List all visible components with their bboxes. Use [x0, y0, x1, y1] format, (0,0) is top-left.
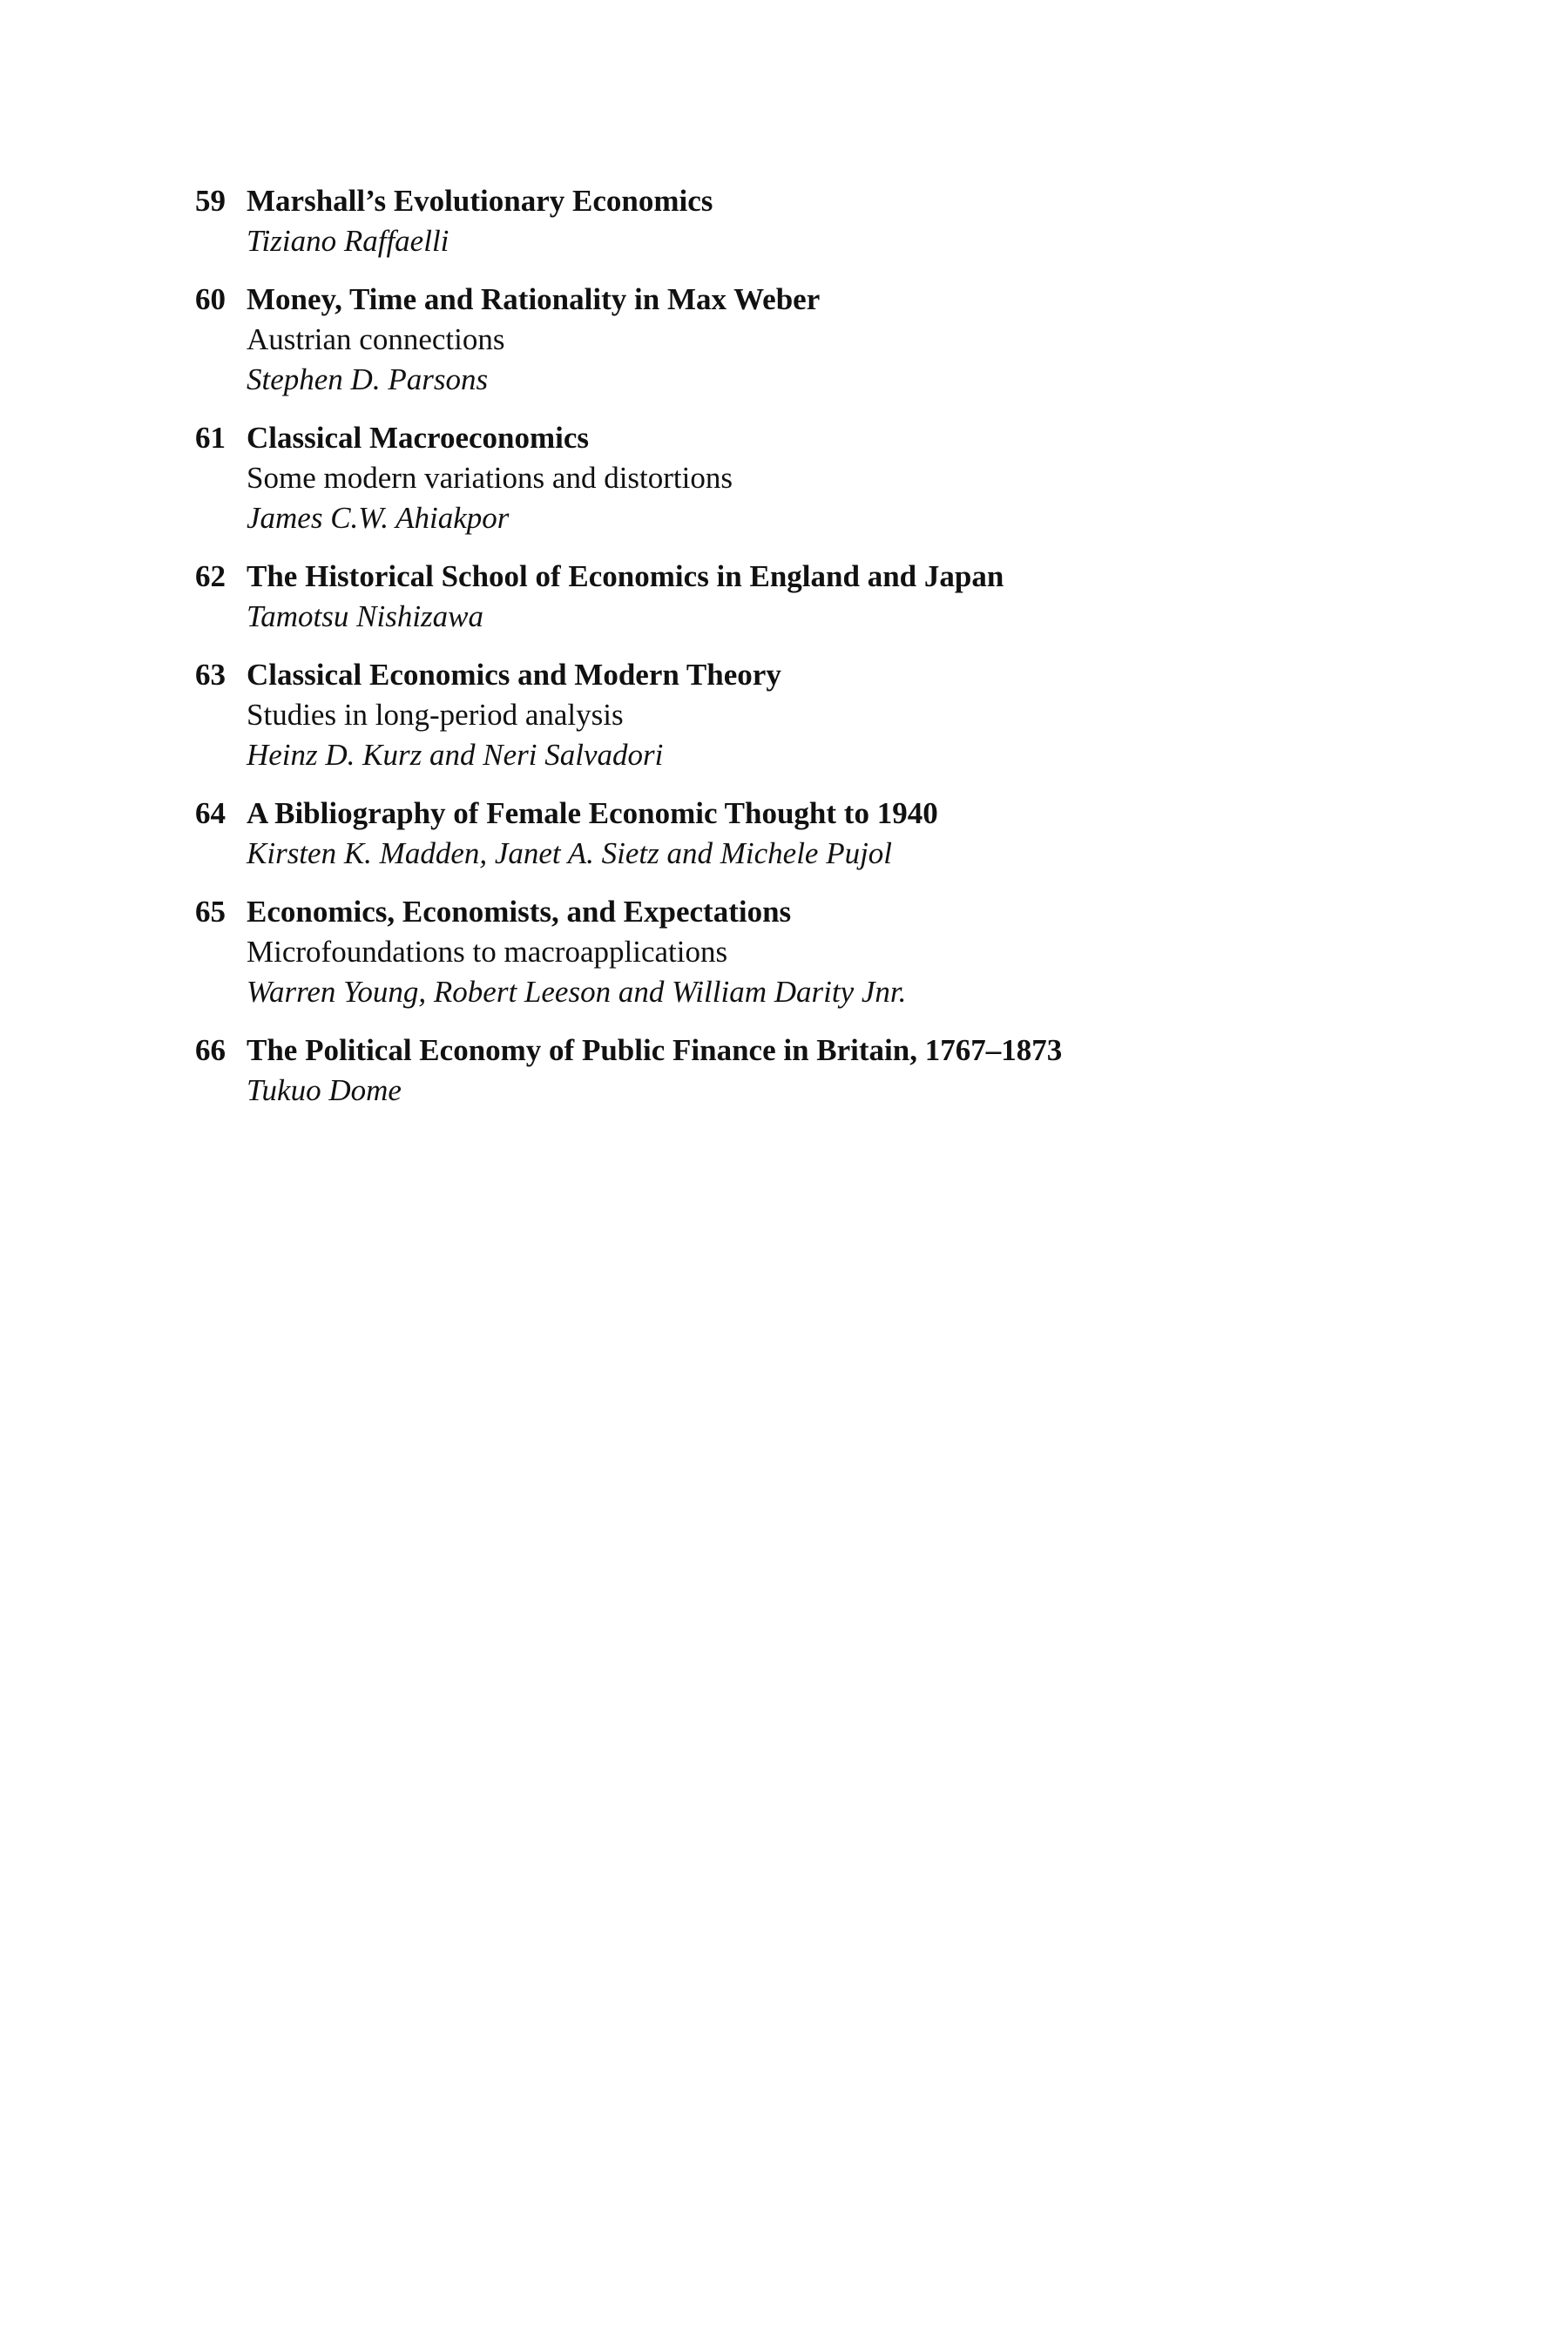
entry-subtitle: Austrian connections: [247, 322, 505, 356]
entry-subtitle: Some modern variations and distortions: [247, 461, 733, 495]
entry-authors: James C.W. Ahiakpor: [247, 501, 510, 535]
entry-number: 60: [195, 282, 226, 316]
series-list: [195, 181, 1415, 1129]
series-entry: [195, 418, 1415, 538]
entry-title: The Political Economy of Public Finance in Britain, 1767–1873: [247, 1033, 1063, 1067]
entry-title: Money, Time and Rationality in Max Weber: [247, 282, 821, 316]
series-entry: [195, 655, 1415, 775]
entry-title: A Bibliography of Female Economic Thought to 1940: [247, 796, 938, 830]
series-entry: [195, 557, 1415, 637]
series-entry: [195, 794, 1415, 874]
entry-title: The Historical School of Economics in England and Japan: [247, 559, 1004, 593]
entry-number: 62: [195, 559, 226, 593]
entry-number: 59: [195, 184, 226, 218]
entry-title: Marshall’s Evolutionary Economics: [247, 184, 713, 218]
entry-title: Classical Macroeconomics: [247, 421, 590, 455]
entry-number: 65: [195, 895, 226, 929]
entry-authors: Warren Young, Robert Leeson and William Darity Jnr.: [247, 975, 907, 1009]
entry-subtitle: Studies in long-period analysis: [247, 698, 624, 732]
entry-authors: Tukuo Dome: [247, 1073, 402, 1107]
entry-subtitle: Microfoundations to macroapplications: [247, 935, 728, 969]
entry-title: Classical Economics and Modern Theory: [247, 658, 781, 692]
series-entry: [195, 181, 1415, 261]
entry-number: 63: [195, 658, 226, 692]
entry-authors: Tamotsu Nishizawa: [247, 599, 484, 633]
entry-number: 64: [195, 796, 226, 830]
entry-authors: Heinz D. Kurz and Neri Salvadori: [247, 738, 664, 772]
entry-number: 66: [195, 1033, 226, 1067]
entry-authors: Stephen D. Parsons: [247, 362, 489, 396]
series-entry: [195, 280, 1415, 400]
entry-title: Economics, Economists, and Expectations: [247, 895, 792, 929]
series-entry: [195, 892, 1415, 1012]
entry-authors: Tiziano Raffaelli: [247, 224, 449, 258]
entry-authors: Kirsten K. Madden, Janet A. Sietz and Michele Pujol: [247, 836, 893, 870]
entry-number: 61: [195, 421, 226, 455]
series-entry: [195, 1031, 1415, 1111]
